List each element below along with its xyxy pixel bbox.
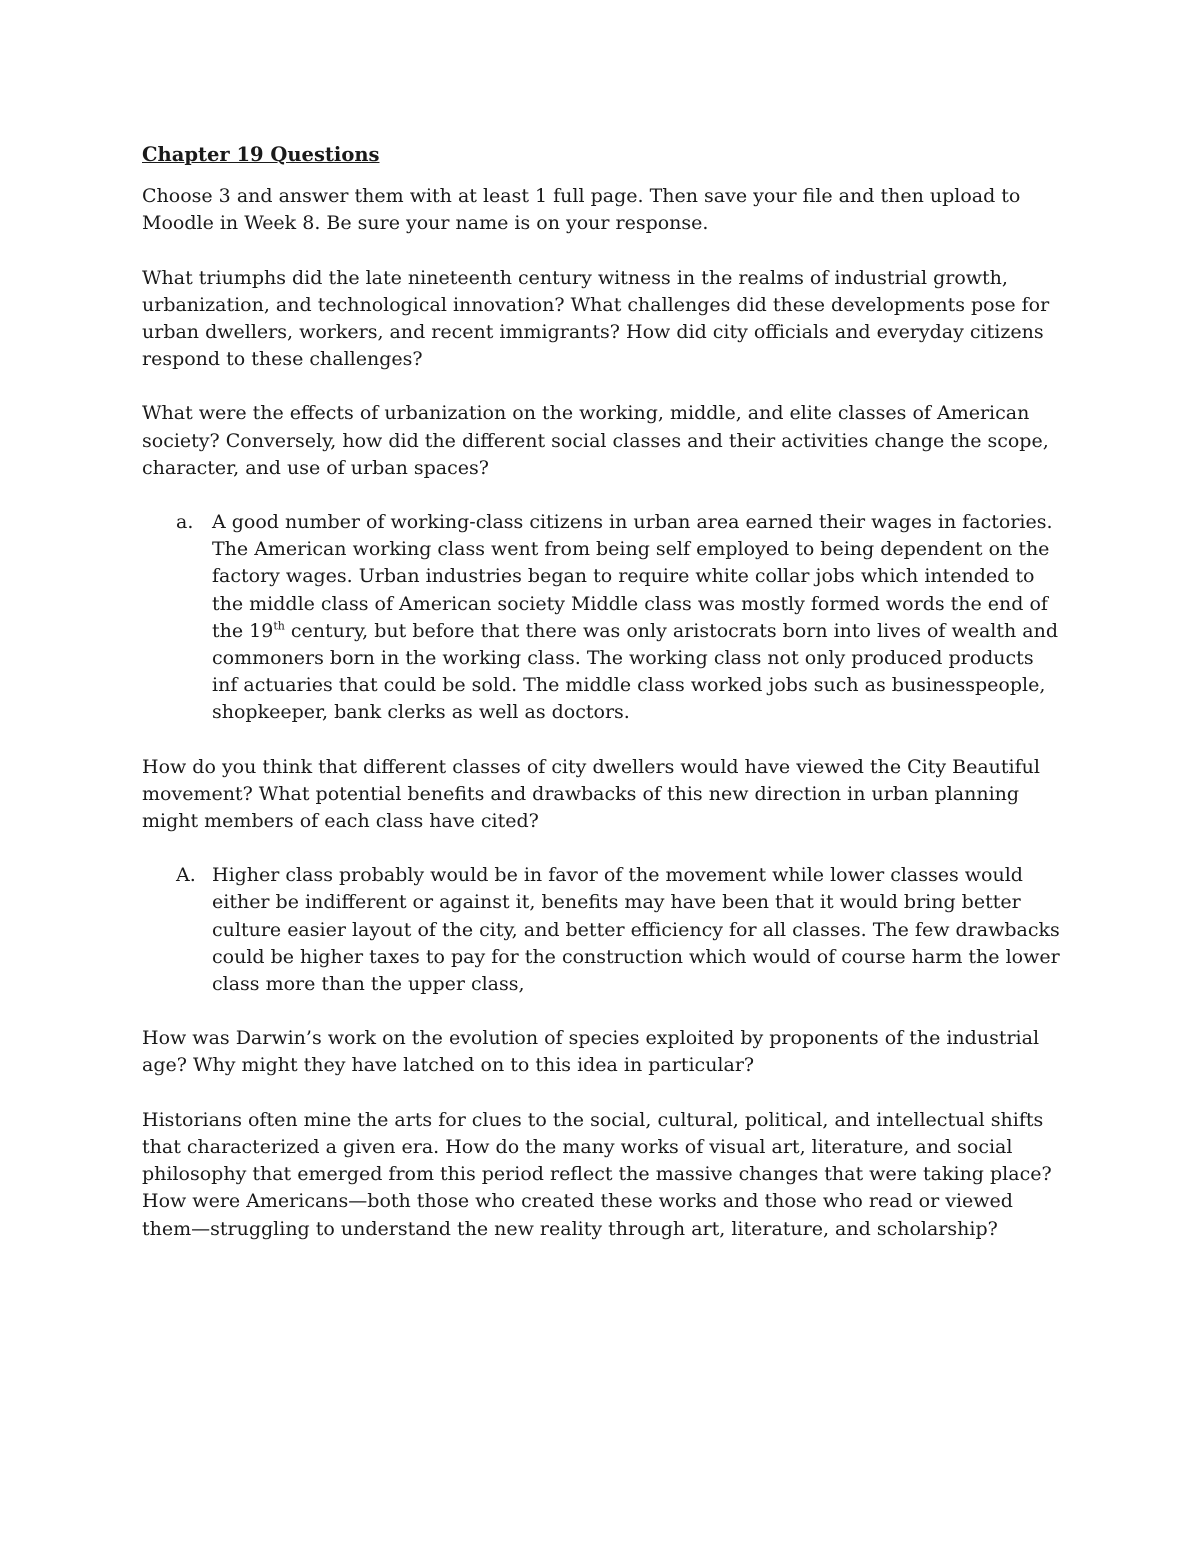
answer-a-marker: a. xyxy=(176,511,194,534)
question-2: What were the effects of urbanization on the working, middle, and elite classes of American society? Conversely, how did the different social classes and their activities change the scope, character, and use of urban spaces? xyxy=(142,402,1049,479)
answer-a-superscript: th xyxy=(273,619,285,633)
question-1: What triumphs did the late nineteenth century witness in the realms of industrial growth, urbanization, and technological innovation? What challenges did these developments pose for urban dwellers, workers, and recent immigrants? How did city officials and everyday citizens respond to these challenges? xyxy=(142,266,1050,371)
question-5: Historians often mine the arts for clues to the social, cultural, political, and intellectual shifts that characterized a given era. How do the many works of visual art, literature, and social philosophy that emerged from this period reflect the massive changes that were taking place? How were Americans—both those who created these works and those who read or viewed them—struggling to understand the new reality through art, literature, and scholarship? xyxy=(142,1108,1052,1240)
question-4: How was Darwin’s work on the evolution of species exploited by proponents of the industrial age? Why might they have latched on to this idea in particular? xyxy=(142,1027,1040,1077)
document-title: Chapter 19 Questions xyxy=(142,143,380,166)
answer-a-text-2: century, but before that there was only aristocrats born into lives of wealth and commoners born in the working class. The working class not only produced products inf actuaries that could be sold. The middle class worked jobs such as businesspeople, shopkeeper, bank clerks as well as doctors. xyxy=(212,619,1059,724)
answer-b xyxy=(142,862,1062,998)
question-3: How do you think that different classes of city dwellers would have viewed the City Beautiful movement? What potential benefits and drawbacks of this new direction in urban planning might members of each class have cited? xyxy=(142,755,1040,833)
answer-a xyxy=(142,509,1062,727)
instructions-paragraph: Choose 3 and answer them with at least 1 full page. Then save your file and then upload to Moodle in Week 8. Be sure your name is on your response. xyxy=(142,185,1021,235)
document-page xyxy=(142,141,1062,1270)
answer-a-text-1: A good number of working-class citizens in urban area earned their wages in factories. The American working class went from being self employed to being dependent on the factory wages. Urban industries began to require white collar jobs which intended to the middle class of American society Middle class was mostly formed words the end of the 19 xyxy=(212,511,1053,642)
answer-b-text: Higher class probably would be in favor of the movement while lower classes would either be indifferent or against it, benefits may have been that it would bring better culture easier layout of the city, and better efficiency for all classes. The few drawbacks could be higher taxes to pay for the construction which would of course harm the lower class more than the upper class, xyxy=(212,864,1060,996)
answer-b-marker: A. xyxy=(176,864,196,887)
